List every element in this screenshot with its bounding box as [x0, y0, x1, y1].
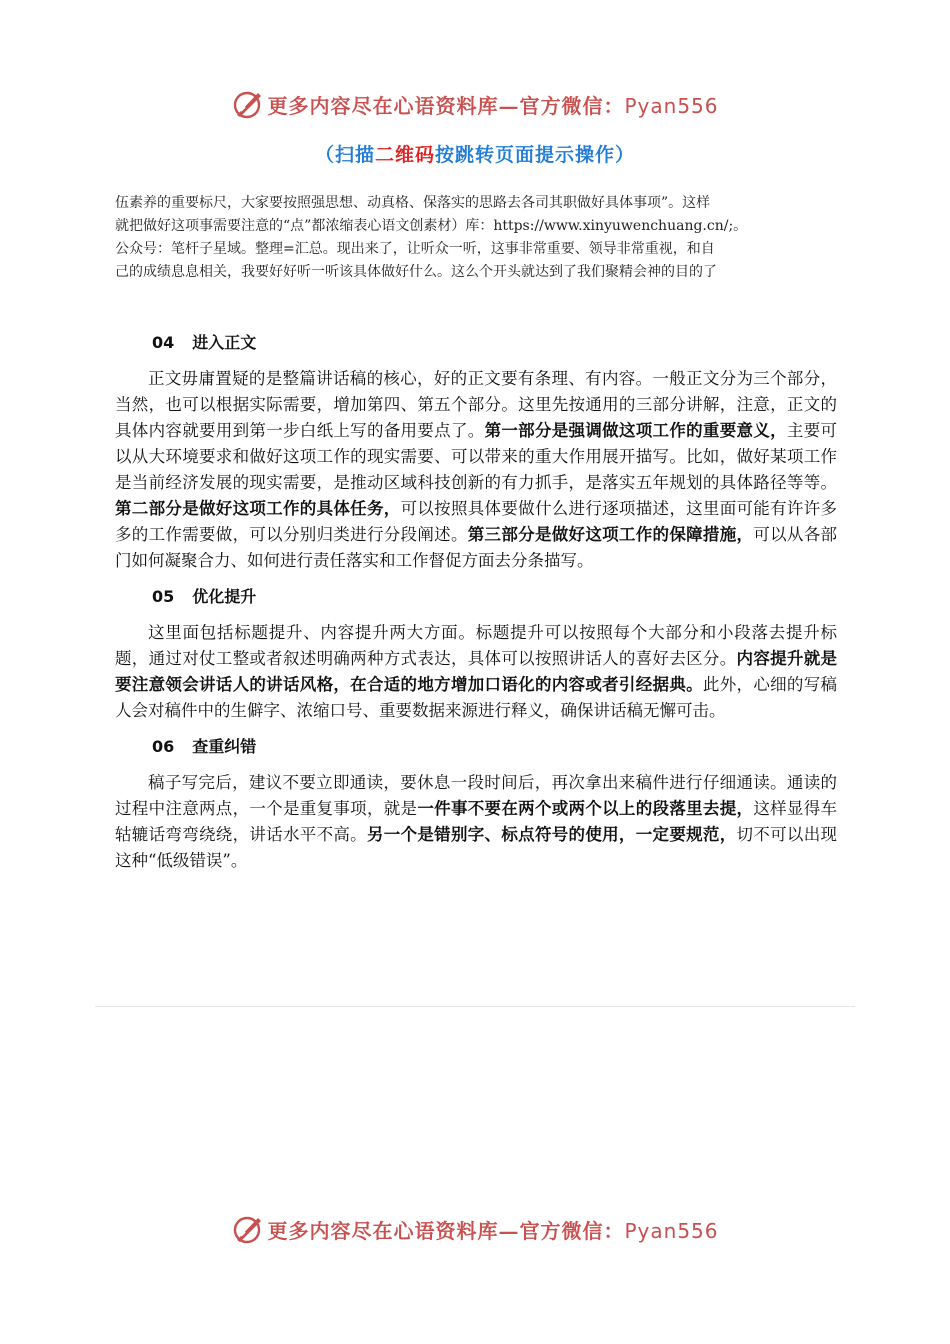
header-banner: [0, 84, 950, 124]
page-divider: [95, 1006, 855, 1007]
wechat-id: Pyan556: [624, 1218, 719, 1243]
intro-paragraph: [115, 192, 845, 284]
section-paragraph: 稿子写完后，建议不要立即通读，要休息一段时间后，再次拿出来稿件进行仔细通读。通读的过程中注意两点，一个是重复事项，就是一件事不要在两个或两个以上的段落里去提，这样显得车轱辘话弯弯绕绕，讲话水平不高。另一个是错别字、标点符号的使用，一定要规范，切不可以出现这种“低级错误”。: [115, 773, 838, 870]
header-banner-text: 更多内容尽在心语资料库—官方微信：Pyan556: [267, 93, 719, 118]
footer-banner: [0, 1209, 950, 1249]
intro-line: 己的成绩息息相关，我要好好听一听该具体做好什么。这么个开头就达到了我们聚精会神的目的了: [115, 264, 717, 280]
section-heading-04: 04 进入正文: [152, 333, 257, 352]
wechat-id: Pyan556: [624, 93, 719, 118]
intro-line: 就把做好这项事需要注意的“点”都浓缩表心语文创素材）库：https://www.xinyuwenchuang.cn/;。: [115, 218, 748, 234]
section-heading-06: 06 查重纠错: [152, 737, 257, 756]
section-paragraph: 这里面包括标题提升、内容提升两大方面。标题提升可以按照每个大部分和小段落去提升标题，通过对仗工整或者叙述明确两种方式表达，具体可以按照讲话人的喜好去区分。内容提升就是要注意领会讲话人的讲话风格，在合适的地方增加口语化的内容或者引经据典。此外，心细的写稿人会对稿件中的生僻字、浓缩口号、重要数据来源进行释义，确保讲话稿无懈可击。: [115, 623, 838, 720]
main-content: [115, 330, 837, 884]
intro-line: 伍素养的重要标尺，大家要按照强思想、动真格、保落实的思路去各司其职做好具体事项”。这样: [115, 195, 711, 211]
section-heading-05: 05 优化提升: [152, 587, 257, 606]
footer-banner-text: 更多内容尽在心语资料库—官方微信：Pyan556: [267, 1218, 719, 1243]
qr-highlight: 二维码: [374, 144, 435, 166]
intro-line: 公众号：笔杆子星域。整理=汇总。现出来了，让听众一听，这事非常重要、领导非常重视，和自: [115, 241, 715, 257]
scan-prompt: （扫描二维码按跳转页面提示操作）: [314, 144, 636, 166]
section-paragraph: 正文毋庸置疑的是整篇讲话稿的核心，好的正文要有条理、有内容。一般正文分为三个部分，当然，也可以根据实际需要，增加第四、第五个部分。这里先按通用的三部分讲解，注意，正文的具体内容就要用到第一步白纸上写的备用要点了。第一部分是强调做这项工作的重要意义，主要可以从大环境要求和做好这项工作的现实需要、可以带来的重大作用展开描写。比如，做好某项工作是当前经济发展的现实需要，是推动区域科技创新的有力抓手，是落实五年规划的具体路径等等。第二部分是做好这项工作的具体任务，可以按照具体要做什么进行逐项描述，这里面可能有许许多多的工作需要做，可以分别归类进行分段阐述。第三部分是做好这项工作的保障措施，可以从各部门如何凝聚合力、如何进行责任落实和工作督促方面去分条描写。: [115, 369, 838, 570]
pen-circle-icon: [231, 87, 265, 121]
pen-circle-icon: [231, 1212, 265, 1246]
